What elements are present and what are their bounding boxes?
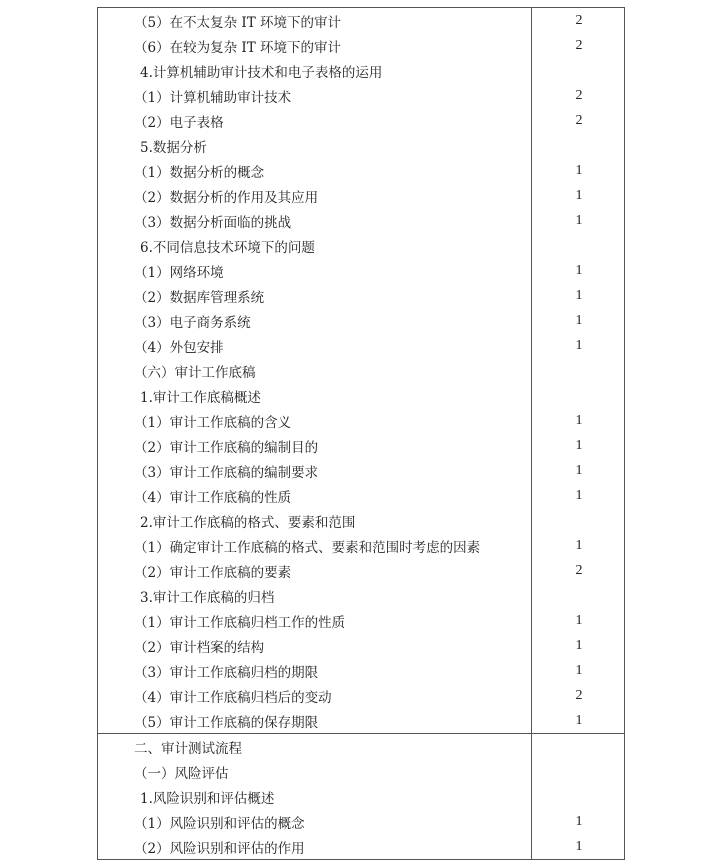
hours-value: 1 [575,612,583,628]
topic-text: （2）电子表格 [134,114,224,131]
hours-value: 1 [575,712,583,728]
table-row [98,108,624,133]
table-section [98,733,624,859]
hours-value: 2 [575,87,583,103]
topic-text: （1）风险识别和评估的概念 [134,815,305,832]
hours-value: 1 [575,537,583,553]
table-row [98,33,624,58]
table-row [98,734,624,759]
table-row [98,158,624,183]
topic-text: （1）审计工作底稿的含义 [134,414,292,431]
topic-text: 4.计算机辅助审计技术和电子表格的运用 [140,64,383,81]
hours-value: 1 [575,212,583,228]
table-row [98,633,624,658]
table-row [98,533,624,558]
table-row [98,183,624,208]
topic-text: （2）风险识别和评估的作用 [134,840,305,857]
topic-text: 1.审计工作底稿概述 [140,389,261,406]
table-row [98,483,624,508]
topic-text: （1）数据分析的概念 [134,164,265,181]
hours-value: 1 [575,462,583,478]
table-row [98,608,624,633]
hours-value: 2 [575,562,583,578]
topic-text: （六）审计工作底稿 [134,364,256,381]
topic-text: （1）网络环境 [134,264,224,281]
hours-value: 1 [575,487,583,503]
topic-text: （5）在不太复杂 IT 环境下的审计 [134,14,342,31]
table-row [98,784,624,809]
topic-text: 6.不同信息技术环境下的问题 [140,239,315,256]
topic-text: （1）计算机辅助审计技术 [134,89,292,106]
table-row [98,58,624,83]
hours-value: 1 [575,637,583,653]
topic-text: （1）确定审计工作底稿的格式、要素和范围时考虑的因素 [134,539,481,556]
table-row [98,283,624,308]
table-row [98,583,624,608]
hours-value: 1 [575,337,583,353]
topic-text: 二、审计测试流程 [134,740,242,757]
hours-value: 1 [575,662,583,678]
table-row [98,834,624,859]
table-row [98,759,624,784]
hours-value: 1 [575,412,583,428]
table-row [98,208,624,233]
topic-text: （4）审计工作底稿的性质 [134,489,292,506]
table-row [98,233,624,258]
topic-text: （2）审计工作底稿的编制目的 [134,439,319,456]
topic-text: （5）审计工作底稿的保存期限 [134,714,319,731]
topic-text: （一）风险评估 [134,765,229,782]
table-row [98,408,624,433]
hours-value: 1 [575,262,583,278]
table-row [98,708,624,733]
table-row [98,658,624,683]
table-row [98,308,624,333]
hours-value: 1 [575,437,583,453]
hours-value: 1 [575,312,583,328]
table-row [98,258,624,283]
table-section [98,8,624,733]
topic-text: 3.审计工作底稿的归档 [140,589,275,606]
topic-text: （3）审计工作底稿的编制要求 [134,464,319,481]
hours-value: 2 [575,112,583,128]
table-row [98,508,624,533]
topic-text: 5.数据分析 [140,139,207,156]
topic-text: （4）外包安排 [134,339,224,356]
topic-text: （3）审计工作底稿归档的期限 [134,664,319,681]
topic-text: 2.审计工作底稿的格式、要素和范围 [140,514,356,531]
table-row [98,133,624,158]
table-row [98,8,624,33]
hours-value: 1 [575,187,583,203]
table-row [98,83,624,108]
hours-value: 1 [575,838,583,854]
hours-value: 2 [575,687,583,703]
topic-text: （6）在较为复杂 IT 环境下的审计 [134,39,342,56]
topic-text: （1）审计工作底稿归档工作的性质 [134,614,346,631]
table-row [98,458,624,483]
table-row [98,683,624,708]
table-row [98,358,624,383]
topic-text: 1.风险识别和评估概述 [140,790,275,807]
hours-value: 2 [575,12,583,28]
syllabus-table [97,7,625,860]
hours-value: 1 [575,287,583,303]
table-row [98,383,624,408]
topic-text: （2）审计工作底稿的要素 [134,564,292,581]
topic-text: （2）数据库管理系统 [134,289,265,306]
table-row [98,433,624,458]
topic-text: （2）审计档案的结构 [134,639,265,656]
topic-text: （3）电子商务系统 [134,314,251,331]
hours-value: 2 [575,37,583,53]
topic-text: （3）数据分析面临的挑战 [134,214,292,231]
topic-text: （4）审计工作底稿归档后的变动 [134,689,332,706]
hours-value: 1 [575,813,583,829]
hours-value: 1 [575,162,583,178]
table-row [98,809,624,834]
table-row [98,333,624,358]
topic-text: （2）数据分析的作用及其应用 [134,189,319,206]
table-row [98,558,624,583]
